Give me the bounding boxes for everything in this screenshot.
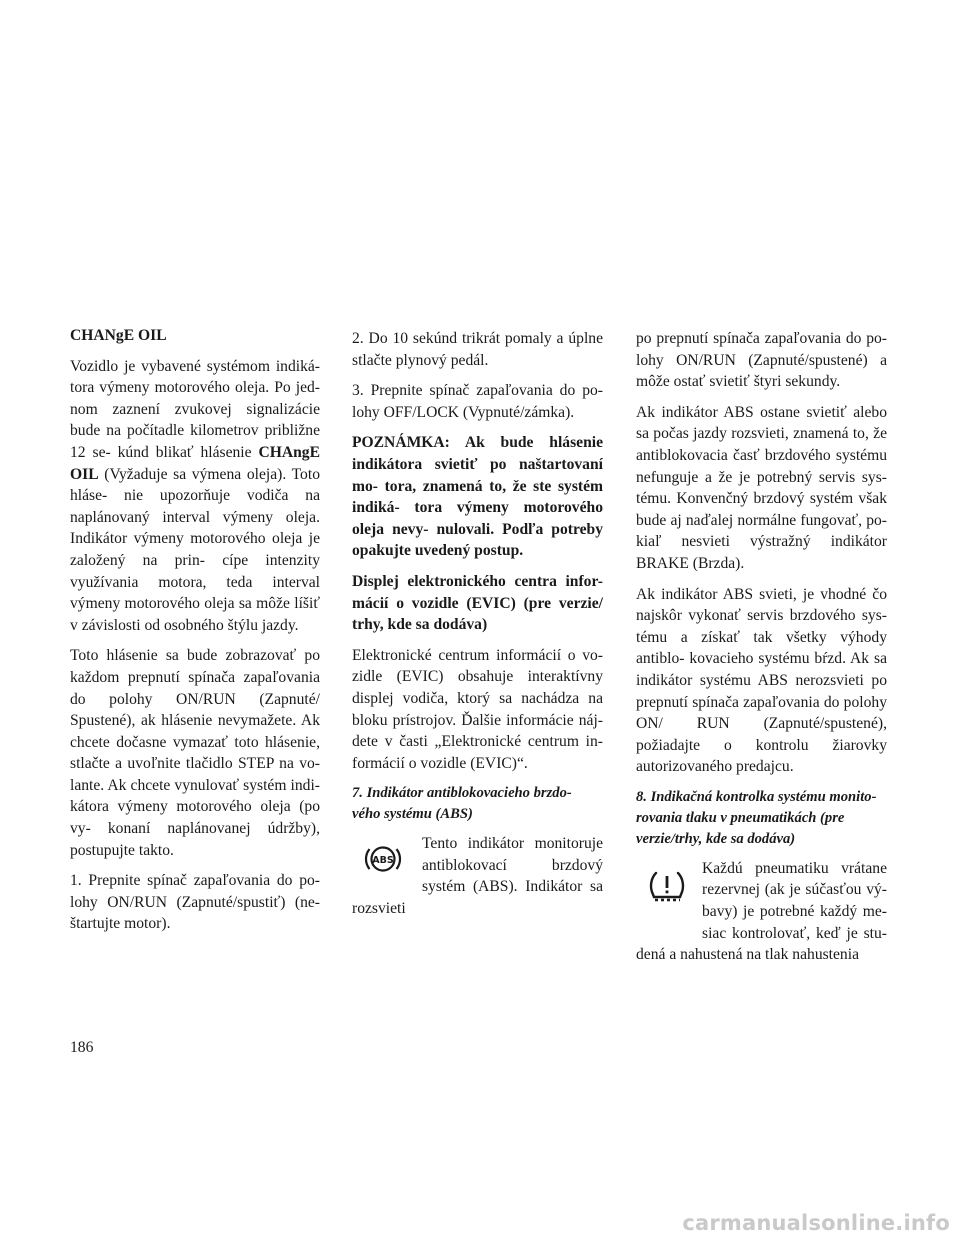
section-heading-abs: 7. Indikátor antiblokovacieho brzdo- vého systému (ABS)	[352, 785, 572, 823]
page-number: 186	[70, 1039, 94, 1056]
step-3: 3. Prepnite spínač zapaľovania do po- lohy OFF/LOCK (Vypnuté/zámka).	[352, 382, 603, 421]
paragraph-abs-fault: Ak indikátor ABS ostane svietiť alebo sa počas jazdy rozsvieti, znamená to, že antiblokovacia časť brzdového systému nefunguje a že je potrebný servis sys- tému. Konvenčný brzdový systém však bude aj naďalej normálne fungovať, po- kiaľ nesvieti výstražný indikátor BRAKE (Brzda).	[636, 403, 887, 572]
change-oil-message: CHAngE OIL	[70, 443, 320, 483]
column-2	[352, 328, 603, 920]
paragraph-text: (Vyžaduje sa výmena oleja). Toto hláse- nie upozorňuje vodiča na naplánovaný interval výmeny oleja. Indikátor výmeny motorového oleja je založený na prin- cípe intenzity využívania motora, teda interval výmeny motorového oleja sa môže líšiť v závislosti od osobného štýlu jazdy.	[70, 465, 320, 634]
paragraph-abs-service: Ak indikátor ABS svieti, je vhodné čo najskôr vykonať servis brzdového sys- tému a získať tak všetky výhody antiblo- kovacieho systému bŕzd. Ak sa indikátor systému ABS nerozsvieti po prepnutí spínača zapaľovania do polohy ON/ RUN (Zapnuté/spustené), požiadajte o kontrolu žiarovky autorizovaného predajcu.	[636, 585, 887, 776]
column-3	[636, 328, 887, 966]
section-heading-evic: Displej elektronického centra infor- mácií o vozidle (EVIC) (pre verzie/ trhy, kde sa dodáva)	[352, 572, 603, 634]
paragraph-tpms: Každú pneumatiku vrátane rezervnej (ak je súčasťou vý- bavy) je potrebné každý me- siac kontrolovať, keď je stu- dená a nahustená na tlak nahustenia	[636, 859, 887, 964]
watermark: carmanualsonline.info	[682, 1211, 950, 1235]
abs-warning-icon	[362, 841, 404, 877]
tpms-icon-wrapper	[636, 858, 702, 938]
column-1	[70, 325, 320, 944]
abs-icon-wrapper	[352, 833, 422, 895]
step-1: 1. Prepnite spínač zapaľovania do po- lohy ON/RUN (Zapnuté/spustiť) (ne- štartujte motor).	[70, 872, 320, 933]
paragraph-abs: Tento indikátor monitoruje antiblokovací brzdový systém (ABS). Indikátor sa rozsvieti	[352, 835, 603, 918]
section-heading-tpms: 8. Indikačná kontrolka systému monito- rovania tlaku v pneumatikách (pre verzie/trhy, kde sa dodáva)	[636, 788, 877, 847]
paragraph-oil-indicator	[70, 356, 320, 637]
paragraph-text: Vozidlo je vybavené systémom indiká- tora výmeny motorového oleja. Po jed- nom zaznení zvukovej signalizácie bude na počítadle kilometrov približne 12 se- kúnd blikať hlásenie	[70, 357, 320, 461]
abs-icon-label: ABS	[372, 855, 394, 867]
tpms-indicator-row	[636, 858, 887, 966]
paragraph-abs-continued: po prepnutí spínača zapaľovania do po- lohy ON/RUN (Zapnuté/spustené) a môže ostať svietiť štyri sekundy.	[636, 330, 887, 391]
section-heading-change-oil: CHANgE OIL	[70, 327, 167, 344]
note-paragraph: POZNÁMKA: Ak bude hlásenie indikátora svietiť po naštartovaní mo- tora, znamená to, že ste systém indiká- tora výmeny motorového oleja nevy- nulovali. Podľa potreby opakujte uvedený postup.	[352, 434, 603, 560]
paragraph-evic: Elektronické centrum informácií o vo- zidle (EVIC) obsahuje interaktívny displej vodiča, ktorý sa nachádza na bloku prístrojov. Ďalšie informácie náj- dete v časti „Elektronické centrum in- formácií o vozidle (EVIC)“.	[352, 646, 603, 772]
tire-pressure-warning-icon	[647, 866, 687, 906]
step-2: 2. Do 10 sekúnd trikrát pomaly a úplne stlačte plynový pedál.	[352, 330, 603, 369]
abs-indicator-row	[352, 833, 603, 919]
paragraph-message-display: Toto hlásenie sa bude zobrazovať po každom prepnutí spínača zapaľovania do polohy ON/RUN (Zapnuté/ Spustené), ak hlásenie nevymažete. Ak chcete dočasne vymazať toto hlásenie, stlačte a uvoľnite tlačidlo STEP na vo- lante. Ak chcete vynulovať systém indi- kátora výmeny motorového oleja (po vy- konaní naplánovanej údržby), postupujte takto.	[70, 647, 320, 859]
